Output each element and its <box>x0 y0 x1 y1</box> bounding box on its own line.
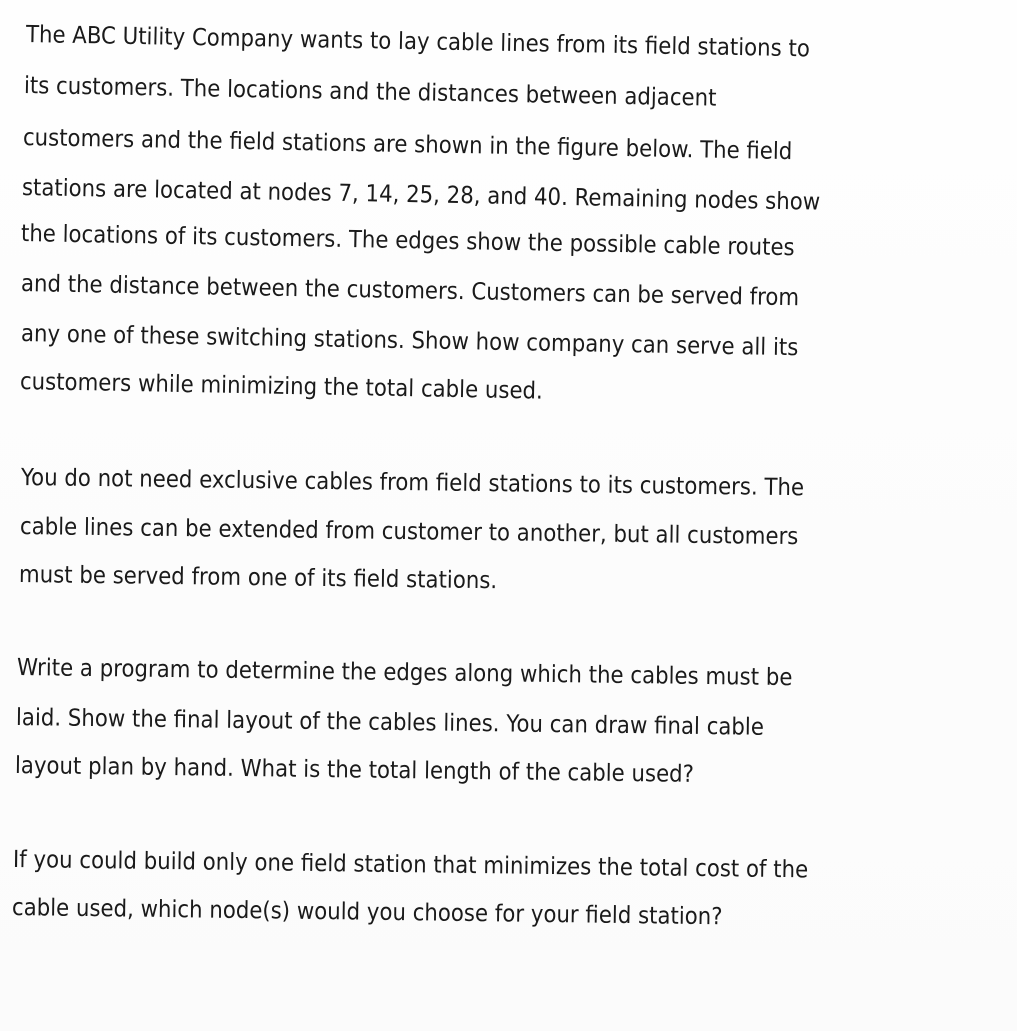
text-line: If you could build only one field station that minimizes the total cost of the <box>12 845 809 884</box>
text-line: You do not need exclusive cables from field stations to its customers. The <box>20 463 805 502</box>
text-line: The ABC Utility Company wants to lay cable lines from its field stations to <box>25 20 811 63</box>
text-line: any one of these switching stations. Show how company can serve all its <box>20 319 799 362</box>
text-line: customers and the field stations are shown in the figure below. The field <box>22 123 793 166</box>
text-line: customers while minimizing the total cable used. <box>19 367 544 405</box>
text-line: laid. Show the final layout of the cables lines. You can draw final cable <box>15 703 765 741</box>
text-line: must be served from one of its field stations. <box>18 560 498 595</box>
text-line: its customers. The locations and the distances between adjacent <box>23 71 717 112</box>
text-line: Write a program to determine the edges along which the cables must be <box>16 653 793 692</box>
text-line: cable used, which node(s) would you choose for your field station? <box>11 893 723 931</box>
text-line: the locations of its customers. The edges show the possible cable routes <box>20 219 795 262</box>
text-line: stations are located at nodes 7, 14, 25, 28, and 40. Remaining nodes show <box>21 173 821 216</box>
text-line: layout plan by hand. What is the total length of the cable used? <box>14 751 695 788</box>
text-line: cable lines can be extended from customer to another, but all customers <box>19 512 799 551</box>
text-line: and the distance between the customers. Customers can be served from <box>20 269 800 312</box>
